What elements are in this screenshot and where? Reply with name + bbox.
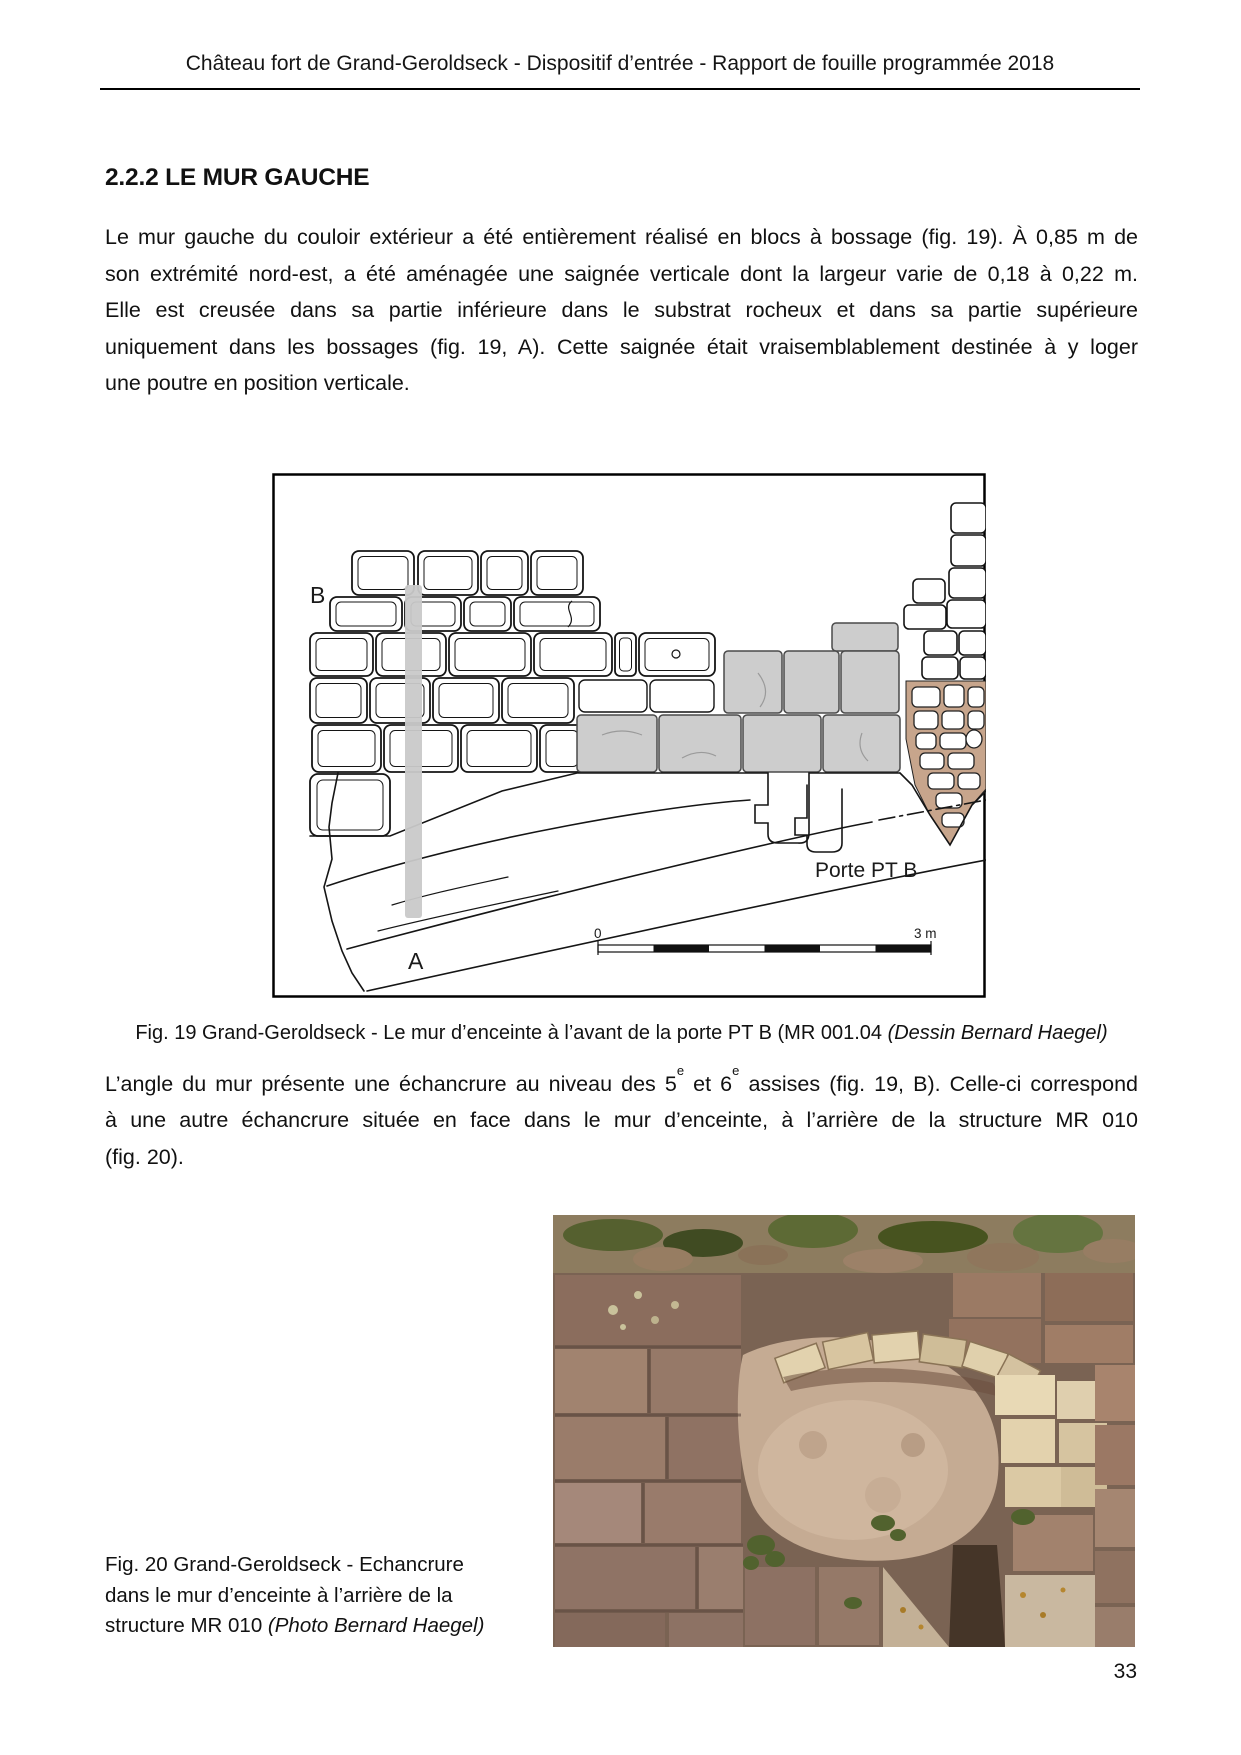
- figure-19-caption-credit: (Dessin Bernard Haegel): [887, 1022, 1108, 1044]
- page-number: 33: [1113, 1660, 1137, 1683]
- figure-19-caption-text: Fig. 19 Grand-Geroldseck - Le mur d’enceinte à l’avant de la porte PT B (MR 001.04: [135, 1022, 888, 1044]
- groove-saignee: [405, 585, 422, 918]
- section-heading: 2.2.2 LE MUR GAUCHE: [105, 164, 370, 191]
- paragraph-line: Elle est creusée dans sa partie inférieure dans le substrat rocheux et dans sa partie supérieure: [105, 298, 1138, 323]
- paragraph-1: [105, 219, 1138, 402]
- paragraph-line: (fig. 20).: [105, 1144, 184, 1169]
- header-rule: [100, 88, 1140, 90]
- figure-20-caption: [105, 1550, 487, 1642]
- figure-20-caption-text: Fig. 20 Grand-Geroldseck - Echancrure dans le mur d’enceinte à l’arrière de la structure MR 010: [105, 1553, 464, 1637]
- superscript-e: e: [732, 1062, 740, 1078]
- figure-19-drawing: [272, 473, 986, 998]
- scale-zero-label: 0: [594, 926, 602, 941]
- fig19-porte-label: Porte PT B: [815, 859, 918, 882]
- figure-19-caption: [105, 1022, 1138, 1045]
- paragraph-line: une poutre en position verticale.: [105, 371, 410, 396]
- paragraph-2: [105, 1062, 1138, 1175]
- paragraph-line: uniquement dans les bossages (fig. 19, A). Cette saignée était vraisemblablement destinée à y loger: [105, 334, 1138, 359]
- fig19-label-b: B: [310, 582, 326, 608]
- running-header: Château fort de Grand-Geroldseck - Dispositif d’entrée - Rapport de fouille programmée 2018: [185, 52, 1055, 75]
- paragraph-line: L’angle du mur présente une échancrure au niveau des 5e et 6e assises (fig. 19, B). Celle-ci correspond: [105, 1062, 1138, 1096]
- scale-end-label: 3 m: [914, 926, 937, 941]
- paragraph-line: Le mur gauche du couloir extérieur a été entièrement réalisé en blocs à bossage (fig. 19). À 0,85 m de: [105, 225, 1138, 249]
- fig19-label-a: A: [408, 948, 424, 974]
- figure-20-photo: [553, 1215, 1135, 1647]
- paragraph-line: son extrémité nord-est, a été aménagée une saignée verticale dont la largeur varie de 0,18 à 0,22 m.: [105, 261, 1138, 286]
- figure-20-caption-credit: (Photo Bernard Haegel): [267, 1614, 485, 1637]
- paragraph-line: à une autre échancrure située en face dans le mur d’enceinte, à l’arrière de la structure MR 010: [105, 1108, 1138, 1133]
- superscript-e: e: [676, 1062, 685, 1078]
